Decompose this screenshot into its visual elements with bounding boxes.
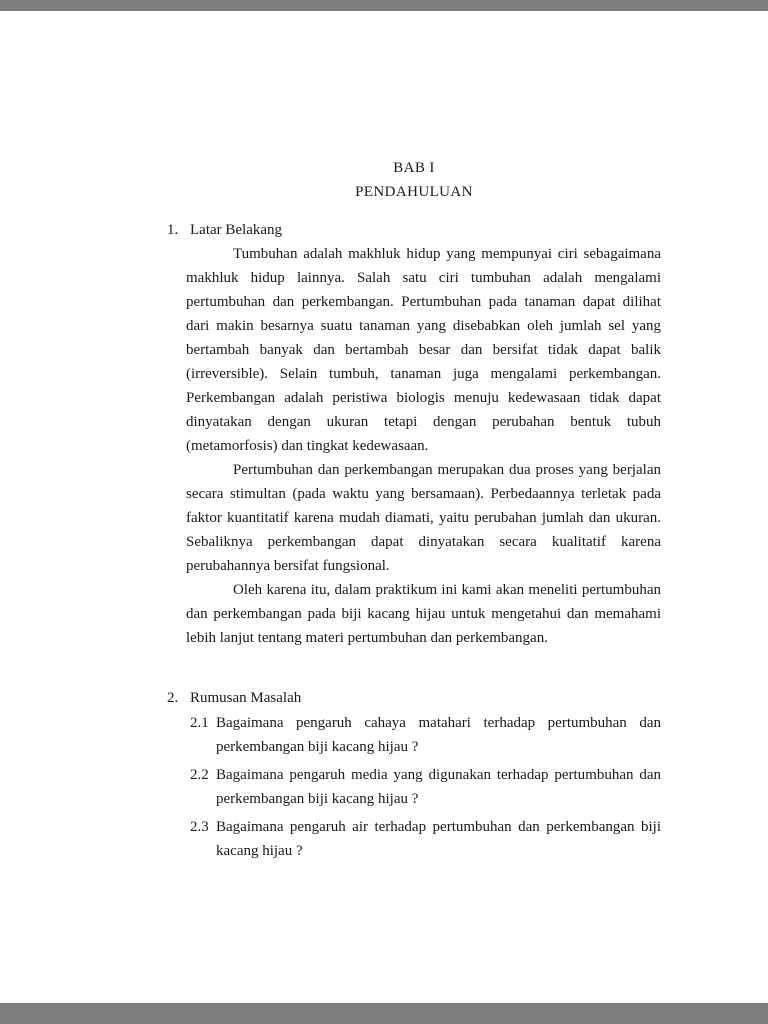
section-rumusan-masalah [167,686,661,863]
section-heading [167,686,661,710]
list-item [190,763,661,811]
list-item-number: 2.1 [190,715,209,731]
paragraph: Pertumbuhan dan perkembangan merupakan dua proses yang berjalan secara stimultan (pada waktu yang bersamaan). Perbedaannya terletak pada faktor kuantitatif karena mudah diamati, yaitu perubahan jumlah dan ukuran. Sebaliknya perkembangan dapat dinyatakan secara kualitatif karena perubahannya bersifat fungsional. [186,462,661,574]
page-content [167,156,661,863]
list-item-text: Bagaimana pengaruh cahaya matahari terhadap pertumbuhan dan perkembangan biji kacang hijau ? [216,715,661,755]
paragraph: Oleh karena itu, dalam praktikum ini kami akan meneliti pertumbuhan dan perkembangan pada biji kacang hijau untuk mengetahui dan memahami lebih lanjut tentang materi pertumbuhan dan perkembangan. [186,582,661,646]
viewer-bottom-edge [0,1003,768,1024]
section-number: 1. [167,222,179,238]
list-item-text: Bagaimana pengaruh air terhadap pertumbuhan dan perkembangan biji kacang hijau ? [216,819,661,859]
list-item-number: 2.3 [190,819,209,835]
section-body [186,242,661,650]
section-heading [167,218,661,242]
list-item-number: 2.2 [190,767,209,783]
question-list [190,711,661,863]
section-heading-label: Rumusan Masalah [190,690,302,706]
list-item [190,815,661,863]
paragraph: Tumbuhan adalah makhluk hidup yang mempunyai ciri sebagaimana makhluk hidup lainnya. Salah satu ciri tumbuhan adalah mengalami pertumbuhan dan perkembangan. Pertumbuhan pada tanaman dapat dilihat dari makin besarnya suatu tanaman yang disebabkan oleh jumlah sel yang bertambah banyak dan bertambah besar dan bersifat tidak dapat balik (irreversible). Selain tumbuh, tanaman juga mengalami perkembangan. Perkembangan adalah peristiwa biologis menuju kedewasaan tidak dapat dinyatakan dengan ukuran tetapi dengan perubahan bentuk tubuh (metamorfosis) dan tingkat kedewasaan. [186,246,661,454]
chapter-title: PENDAHULUAN [355,184,473,200]
list-item-text: Bagaimana pengaruh media yang digunakan terhadap pertumbuhan dan perkembangan biji kacang hijau ? [216,767,661,807]
viewer-top-edge [0,0,768,11]
list-item [190,711,661,759]
section-heading-label: Latar Belakang [190,222,283,238]
section-number: 2. [167,690,179,706]
section-latar-belakang [167,218,661,650]
chapter-number-title: BAB I [393,160,435,176]
